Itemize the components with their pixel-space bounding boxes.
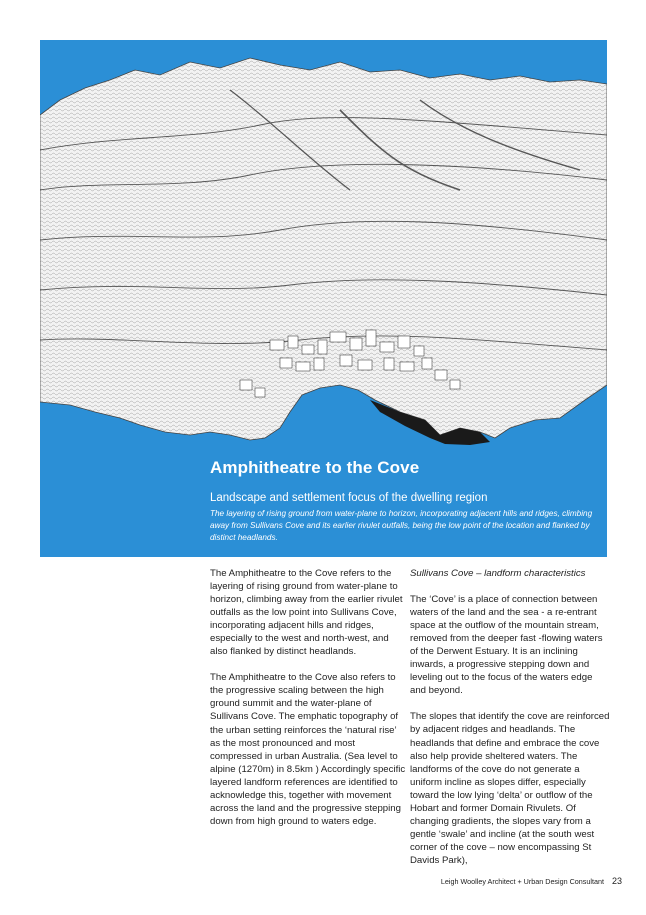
page-subtitle: Landscape and settlement focus of the dwelling region	[210, 492, 488, 504]
section-heading: Sullivans Cove – landform characteristics	[410, 568, 586, 579]
hero-title-block	[210, 458, 600, 544]
body-paragraph: The ‘Cove’ is a place of connection between waters of the land and the sea - a re-entrant space at the outflow of the mountain stream, removed from the deeper fast -flowing waters of the Derwent Estuary. It is an inclining inwards, a progressive stepping down and leveling out to the focus of the waters edge and beyond.	[410, 594, 603, 697]
page-number: 23	[611, 876, 622, 886]
footer-credit: Leigh Woolley Architect + Urban Design Consultant	[440, 877, 604, 886]
hero-panel	[40, 40, 607, 557]
right-text-column	[410, 567, 610, 880]
page-footer	[441, 876, 622, 886]
body-paragraph: The Amphitheatre to the Cove also refers to the progressive scaling between the high ground summit and the water-plane of Sullivans Cove. The emphatic topography of the urban setting reinforces the ‘natural rise’ as the most pronounced and most compressed in urban Australia. (Sea level to alpine (1270m) in 8.5km ) Accordingly specific layered landform references are identified to acknowledge this, together with movement across the land and the progressive stepping down from high ground to waters edge.	[210, 672, 406, 827]
body-paragraph: The Amphitheatre to the Cove refers to the layering of rising ground from water-plane to horizon, climbing away from the earlier rivulet outfalls as the low point into Sullivans Cove, incorporating adjacent hills and ridges, especially to the west and north-west, and also flanked by distinct headlands.	[210, 568, 403, 658]
terrain-contour-illustration	[40, 40, 607, 460]
body-paragraph: The slopes that identify the cove are reinforced by adjacent ridges and headlands. The headlands that define and embrace the cove also help provide sheltered waters. The landforms of the cove do not generate a uniform incline as slopes differ, especially toward the low lying ‘delta’ or outflow of the Hobart and former Domain Rivulets. Of changing gradients, the slopes vary from a gentle ‘swale’ and incline (at the south west corner of the cove – now encompassing St Davids Park),	[410, 711, 610, 866]
figure-caption: The layering of rising ground from water-plane to horizon, incorporating adjacent hills and ridges, climbing away from Sullivans Cove and its earlier rivulet outfalls, being the low point of the location and flanked by distinct headlands.	[210, 509, 593, 542]
page-title: Amphitheatre to the Cove	[210, 458, 420, 477]
left-text-column	[210, 567, 406, 841]
